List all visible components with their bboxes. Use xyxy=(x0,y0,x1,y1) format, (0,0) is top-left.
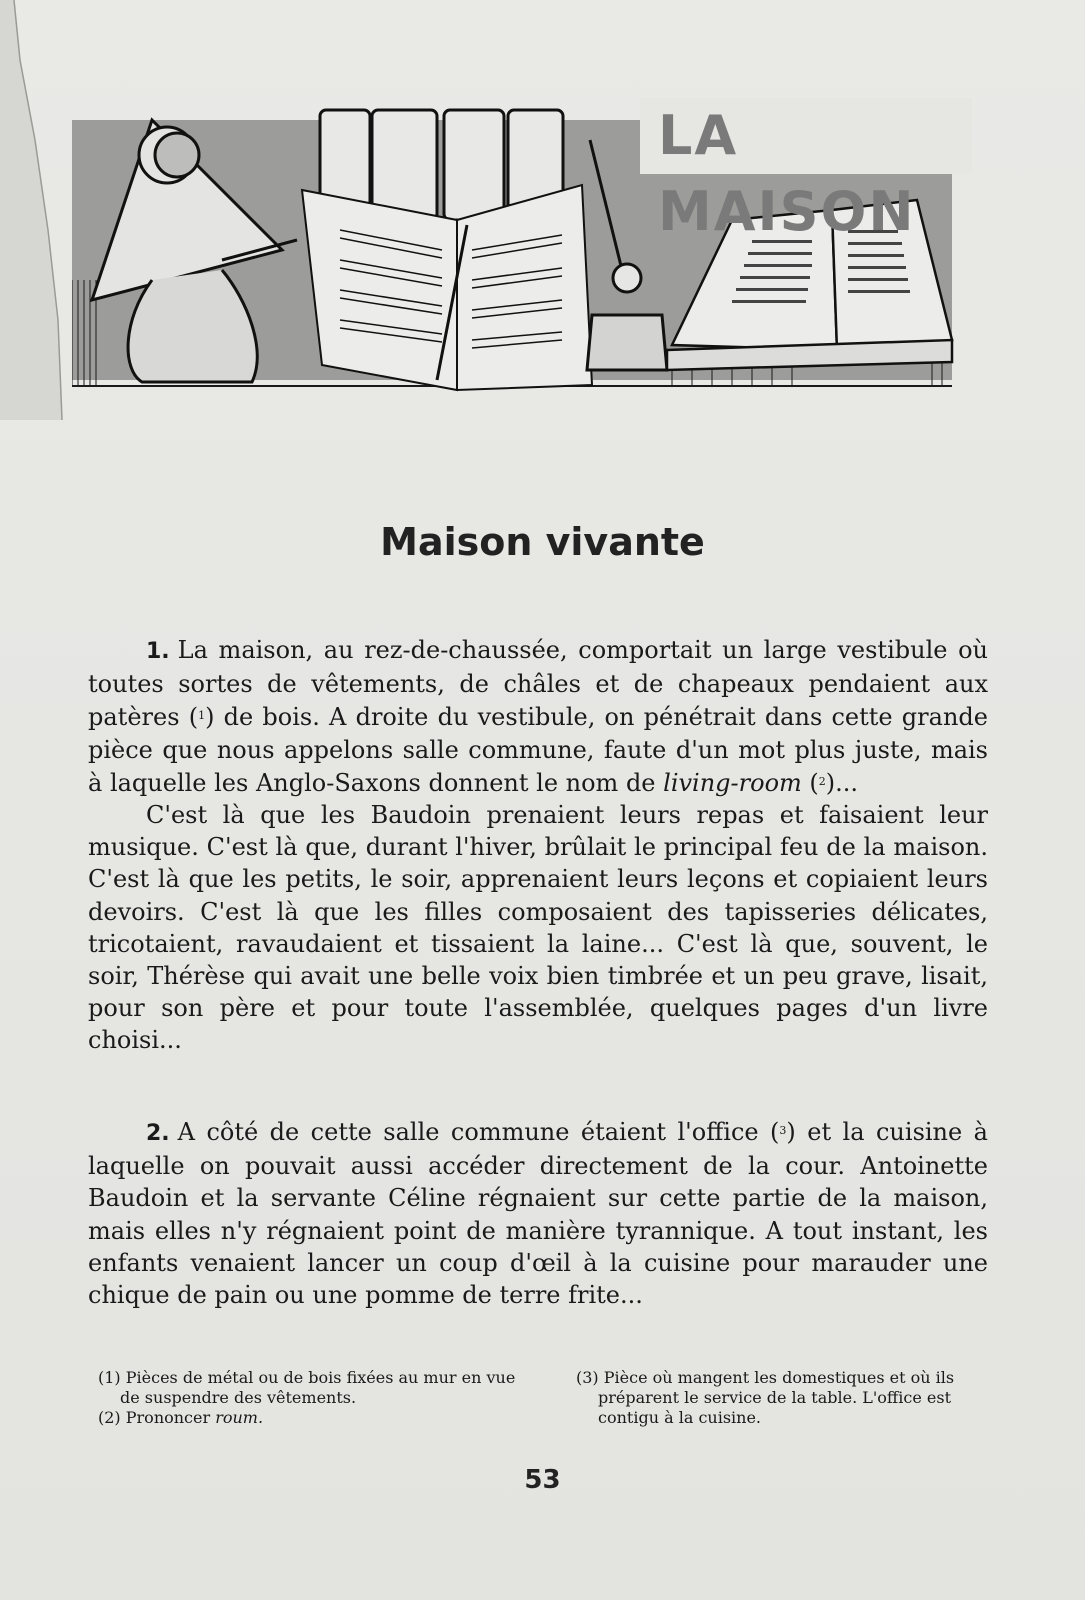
footnote-mark: (1) xyxy=(98,1368,121,1387)
paragraph-1-first xyxy=(88,634,988,799)
footnote-1 xyxy=(98,1368,528,1408)
footnote-mark: (2) xyxy=(98,1408,121,1427)
footnote-text: Pièces de métal ou de bois fixées au mur en vue de suspendre des vêtements. xyxy=(120,1368,516,1407)
paragraph-2 xyxy=(88,1115,988,1311)
footnote-ref: 1 xyxy=(198,709,206,723)
text-run: A côté de cette salle commune étaient l'office ( xyxy=(177,1118,780,1146)
footnote-text: Prononcer xyxy=(125,1408,216,1427)
footnotes-right xyxy=(576,1368,996,1428)
text-run: )... xyxy=(825,768,859,797)
footnote-mark: (3) xyxy=(576,1368,599,1387)
text-run: ) de bois. A droite du vestibule, on pénétrait dans cette grande pièce que nous appelons salle commune, faute d'un mot plus juste, mais à laquelle les Anglo-Saxons donnent le nom de xyxy=(88,703,988,797)
paragraph-2-text xyxy=(88,1115,988,1311)
footnotes-left xyxy=(98,1368,528,1428)
footnote-ref: 2 xyxy=(818,774,826,788)
italic-term: living-room xyxy=(663,768,802,797)
text-run: ( xyxy=(801,768,819,797)
paragraph-number: 1. xyxy=(146,639,170,664)
torn-edge xyxy=(0,0,70,420)
footnote-2 xyxy=(98,1408,528,1428)
page-title: Maison vivante xyxy=(380,520,705,564)
footnote-3 xyxy=(576,1368,996,1428)
footnote-italic: roum. xyxy=(215,1408,264,1427)
paragraph-1 xyxy=(88,634,988,1057)
paragraph-1-continuation: C'est là que les Baudoin prenaient leurs repas et faisaient leur musique. C'est là que, durant l'hiver, brûlait le principal feu de la maison. C'est là que les petits, le soir, apprenaient leurs leçons et copiaient leurs devoirs. C'est là que les filles composaient des tapisseries délicates, tricotaient, ravaudaient et tissaient la laine... C'est là que, souvent, le soir, Thérèse qui avait une belle voix bien timbrée et un peu grave, lisait, pour son père et pour toute l'assemblée, quelques pages d'un livre choisi... xyxy=(88,801,988,1055)
page-number: 53 xyxy=(524,1465,561,1495)
footnote-ref: 3 xyxy=(779,1124,787,1137)
footnote-text: Pièce où mangent les domestiques et où ils préparent le service de la table. L'office est contigu à la cuisine. xyxy=(598,1368,955,1427)
section-title: LA MAISON xyxy=(640,98,972,174)
text-run: La maison, au rez-de-chaussée, comportait un large vestibule où toutes sortes de vêtements, de châles et de chapeaux pendaient aux patères ( xyxy=(88,636,988,732)
paragraph-number: 2. xyxy=(146,1121,170,1146)
text-run: ) et la cuisine à laquelle on pouvait aussi accéder directement de la cour. Antoinette Baudoin et la servante Céline régnaient sur cette partie de la maison, mais elles n'y régnaient point de manière tyrannique. A tout instant, les enfants venaient lancer un coup d'œil à la cuisine pour marauder une chique de pain ou une pomme de terre frite... xyxy=(88,1118,988,1310)
